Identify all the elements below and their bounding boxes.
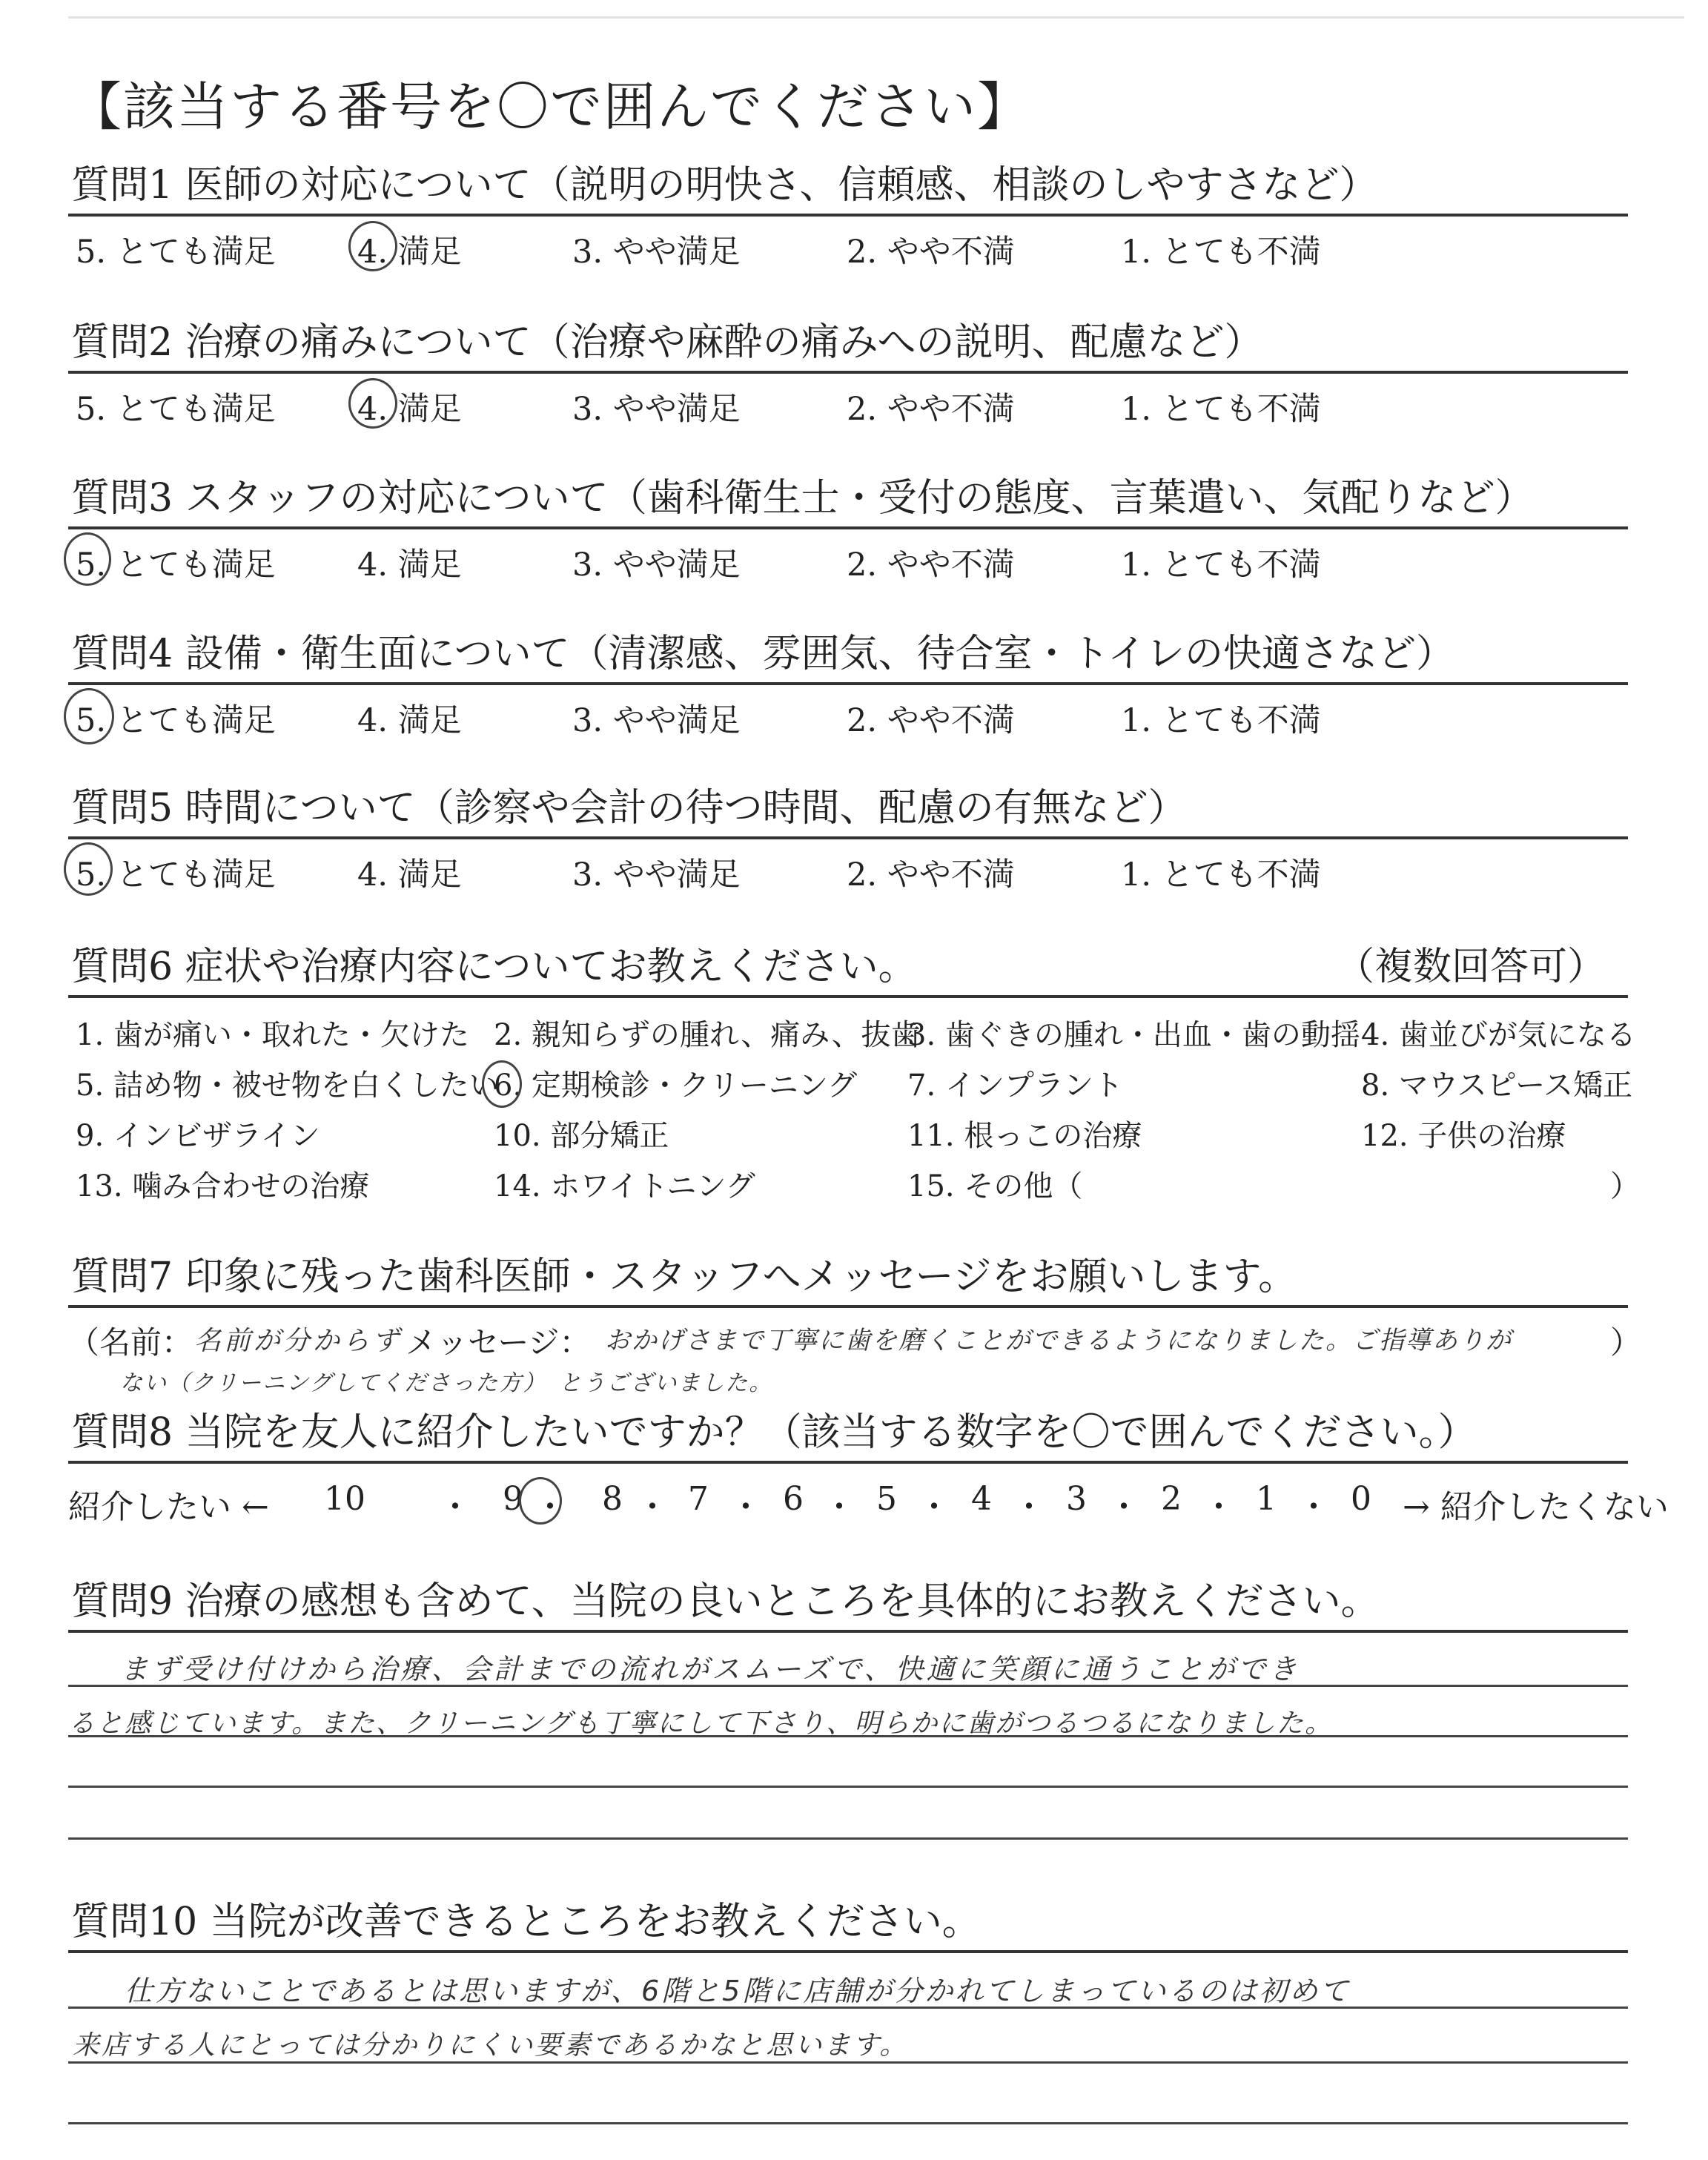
symptom-option[interactable]: 7. インプラント bbox=[907, 1069, 1123, 1103]
question-label: 質問10 当院が改善できるところをお教えください。 bbox=[71, 1900, 981, 1944]
answer-rule bbox=[68, 1735, 1628, 1737]
handwritten-answer-line1: 仕方ないことであるとは思いますが、6階と5階に店舗が分かれてしまっているのは初めて bbox=[125, 1975, 1351, 2007]
scale-0[interactable]: 0 bbox=[1351, 1480, 1371, 1518]
option-2[interactable]: 2. やや不満 bbox=[847, 234, 1015, 271]
selection-circle bbox=[64, 688, 114, 744]
option-3[interactable]: 3. やや満足 bbox=[572, 391, 741, 428]
symptom-option[interactable]: 1. 歯が痛い・取れた・欠けた bbox=[76, 1018, 469, 1052]
handwritten-answer-line2: 来店する人にとっては分かりにくい要素であるかなと思います。 bbox=[73, 2030, 909, 2061]
question-label: 質問4 設備・衛生面について（清潔感、雰囲気、待合室・トイレの快適さなど） bbox=[71, 632, 1454, 676]
symptom-option[interactable]: 5. 詰め物・被せ物を白くしたい bbox=[76, 1069, 499, 1103]
option-2[interactable]: 2. やや不満 bbox=[847, 546, 1015, 584]
option-3[interactable]: 3. やや満足 bbox=[572, 702, 741, 739]
scale-8[interactable]: 8 bbox=[602, 1480, 623, 1518]
option-4[interactable]: 4. 満足 bbox=[357, 856, 462, 894]
question-label: 質問9 治療の感想も含めて、当院の良いところを具体的にお教えください。 bbox=[71, 1579, 1380, 1624]
option-2[interactable]: 2. やや不満 bbox=[847, 702, 1015, 739]
option-5[interactable]: 5. とても満足 bbox=[76, 856, 276, 894]
option-3[interactable]: 3. やや満足 bbox=[572, 546, 741, 584]
selection-circle bbox=[482, 1060, 522, 1108]
symptom-option[interactable]: 4. 歯並びが気になる bbox=[1361, 1018, 1636, 1052]
scale-6[interactable]: 6 bbox=[783, 1480, 804, 1518]
option-5[interactable]: 5. とても満足 bbox=[76, 546, 276, 584]
page-title: 【該当する番号を〇で囲んでください】 bbox=[70, 76, 1030, 137]
selection-circle bbox=[348, 221, 397, 271]
option-5[interactable]: 5. とても満足 bbox=[76, 234, 276, 271]
option-5[interactable]: 5. とても満足 bbox=[76, 702, 276, 739]
question-10 bbox=[68, 1891, 1628, 2101]
question-label: 質問1 医師の対応について（説明の明快さ、信頼感、相談のしやすさなど） bbox=[71, 163, 1378, 208]
option-2[interactable]: 2. やや不満 bbox=[847, 391, 1015, 428]
symptom-option[interactable]: 2. 親知らずの腫れ、痛み、抜歯 bbox=[494, 1018, 921, 1052]
answer-rule bbox=[68, 1685, 1628, 1687]
scale-1[interactable]: 1 bbox=[1256, 1480, 1277, 1518]
message-label: メッセージ： bbox=[406, 1324, 591, 1361]
multiple-answer-note: （複数回答可） bbox=[1335, 945, 1606, 989]
option-4[interactable]: 4. 満足 bbox=[357, 702, 462, 739]
option-3[interactable]: 3. やや満足 bbox=[572, 234, 741, 271]
handwritten-answer-line2: ると感じています。また、クリーニングも丁寧にして下さり、明らかに歯がつるつるになりました。 bbox=[68, 1708, 1334, 1739]
handwritten-message: おかげさまで丁寧に歯を磨くことができるようになりました。ご指導ありが bbox=[605, 1326, 1512, 1355]
question-4 bbox=[68, 623, 1628, 743]
option-4[interactable]: 4. 満足 bbox=[357, 391, 462, 428]
scale-7[interactable]: 7 bbox=[688, 1480, 709, 1518]
symptom-option[interactable]: 12. 子供の治療 bbox=[1361, 1119, 1566, 1153]
question-label: 質問6 症状や治療内容についてお教えください。 bbox=[71, 945, 917, 989]
question-5 bbox=[68, 777, 1628, 897]
handwritten-name: 名前が分からず bbox=[194, 1326, 403, 1356]
question-label: 質問7 印象に残った歯科医師・スタッフへメッセージをお願いします。 bbox=[71, 1255, 1297, 1299]
question-9 bbox=[68, 1571, 1628, 1781]
handwritten-message-cont: ない（クリーニングしてくださった方） とうございました。 bbox=[120, 1370, 773, 1396]
top-rule bbox=[68, 16, 1684, 19]
question-8: 質問8 当院を友人に紹介したいですか？（該当する数字を〇で囲んでください。） 紹介したい ← 10 ・ 9 ・ 8 ・ 7 ・ 6 ・ 5 ・ 4 ・ 3 ・ 2 ・ 1 ・ 0 → 紹介したくない bbox=[68, 1401, 1628, 1535]
option-1[interactable]: 1. とても不満 bbox=[1121, 234, 1321, 271]
option-1[interactable]: 1. とても不満 bbox=[1121, 391, 1321, 428]
scale-5[interactable]: 5 bbox=[876, 1480, 897, 1518]
scale-3[interactable]: 3 bbox=[1066, 1480, 1087, 1518]
answer-rule bbox=[68, 2061, 1628, 2064]
option-3[interactable]: 3. やや満足 bbox=[572, 856, 741, 894]
symptom-option[interactable]: 9. インビザライン bbox=[76, 1119, 320, 1153]
option-1[interactable]: 1. とても不満 bbox=[1121, 856, 1321, 894]
selection-circle bbox=[348, 378, 397, 429]
symptom-option[interactable]: 11. 根っこの治療 bbox=[907, 1119, 1142, 1153]
name-prefix: （名前： bbox=[68, 1324, 193, 1361]
option-4[interactable]: 4. 満足 bbox=[357, 546, 462, 584]
question-label: 質問3 スタッフの対応について（歯科衛生士・受付の態度、言葉遣い、気配りなど） bbox=[71, 476, 1534, 521]
handwritten-answer-line1: まず受け付けから治療、会計までの流れがスムーズで、快適に笑顔に通うことができ bbox=[120, 1653, 1300, 1685]
question-label: 質問2 治療の痛みについて（治療や麻酔の痛みへの説明、配慮など） bbox=[71, 320, 1263, 365]
selection-circle bbox=[64, 532, 111, 586]
answer-rule bbox=[68, 2007, 1628, 2009]
symptom-option[interactable]: 6. 定期検診・クリーニング bbox=[494, 1069, 858, 1103]
answer-rule bbox=[68, 1837, 1628, 1840]
answer-rule bbox=[68, 2122, 1628, 2124]
option-5[interactable]: 5. とても満足 bbox=[76, 391, 276, 428]
question-2 bbox=[68, 311, 1628, 432]
symptom-option[interactable]: 3. 歯ぐきの腫れ・出血・歯の動揺 bbox=[907, 1018, 1360, 1052]
scale-right-label: → 紹介したくない bbox=[1403, 1488, 1669, 1526]
symptom-option[interactable]: 10. 部分矯正 bbox=[494, 1119, 669, 1153]
symptom-option[interactable]: 8. マウスピース矯正 bbox=[1361, 1069, 1633, 1103]
question-label: 質問5 時間について（診察や会計の待つ時間、配慮の有無など） bbox=[71, 786, 1187, 830]
scale-10[interactable]: 10 bbox=[324, 1480, 365, 1518]
selection-circle bbox=[64, 842, 113, 896]
symptom-option[interactable]: 15. その他（ bbox=[907, 1169, 1083, 1203]
scale-left-label: 紹介したい ← bbox=[68, 1488, 269, 1526]
symptom-option[interactable]: 14. ホワイトニング bbox=[494, 1169, 755, 1203]
option-1[interactable]: 1. とても不満 bbox=[1121, 546, 1321, 584]
question-label: 質問8 当院を友人に紹介したいですか？（該当する数字を〇で囲んでください。） bbox=[71, 1410, 1477, 1455]
scale-2[interactable]: 2 bbox=[1161, 1480, 1182, 1518]
other-close-paren: ） bbox=[1610, 1169, 1640, 1203]
close-paren: ） bbox=[1610, 1324, 1642, 1361]
symptom-option[interactable]: 13. 噛み合わせの治療 bbox=[76, 1169, 370, 1203]
answer-rule bbox=[68, 1786, 1628, 1788]
option-2[interactable]: 2. やや不満 bbox=[847, 856, 1015, 894]
scale-9[interactable]: 9 bbox=[503, 1480, 523, 1518]
option-1[interactable]: 1. とても不満 bbox=[1121, 702, 1321, 739]
question-1 bbox=[68, 154, 1628, 274]
selection-circle bbox=[519, 1477, 562, 1525]
question-7 bbox=[68, 1246, 1642, 1404]
question-3 bbox=[68, 467, 1628, 587]
option-4[interactable]: 4. 満足 bbox=[357, 234, 462, 271]
scale-4[interactable]: 4 bbox=[971, 1480, 992, 1518]
question-6 bbox=[68, 936, 1640, 1206]
